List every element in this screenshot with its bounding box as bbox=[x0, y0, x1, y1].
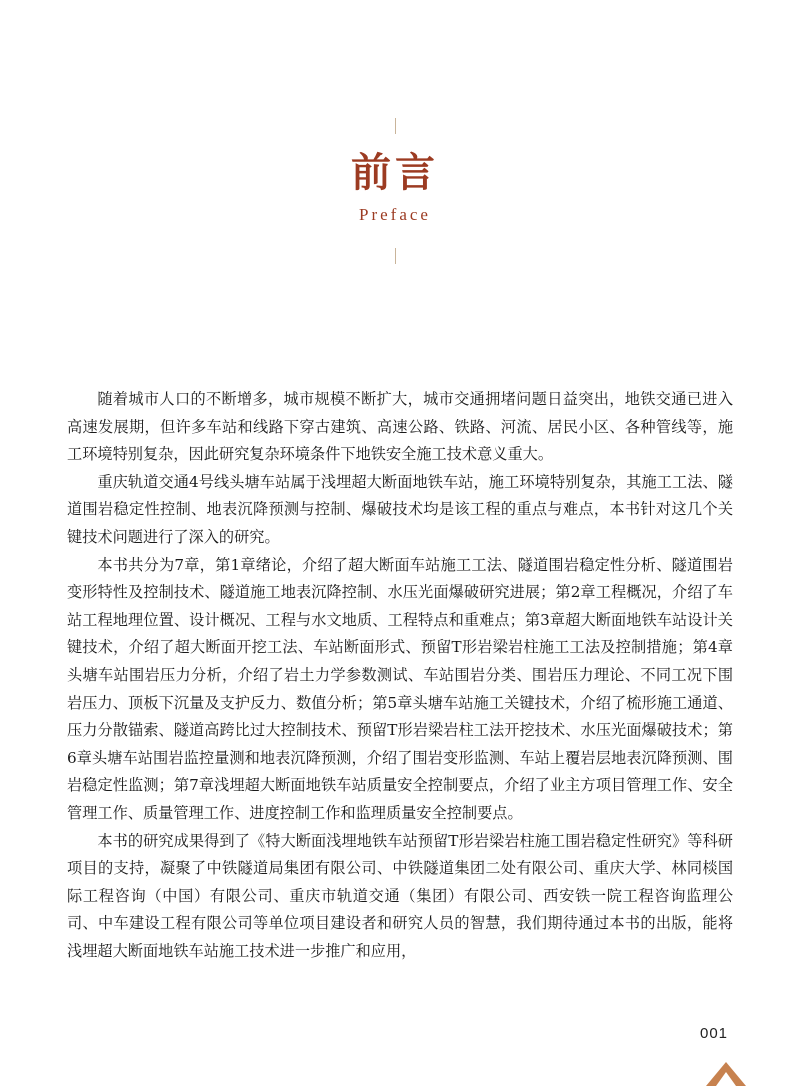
page-subtitle: Preface bbox=[359, 205, 431, 224]
page-number: 001 bbox=[700, 1025, 729, 1042]
paragraph-2: 重庆轨道交通4号线头塘车站属于浅埋超大断面地铁车站，施工环境特别复杂，其施工工法、隧道围岩稳定性控制、地表沉降预测与控制、爆破技术均是该工程的重点与难点，本书针对这几个关键技术问题进行了深入的研究。 bbox=[67, 472, 733, 546]
page-title: 前言 bbox=[351, 149, 439, 196]
preface-body bbox=[67, 386, 733, 965]
paragraph-3: 本书共分为7章，第1章绪论，介绍了超大断面车站施工工法、隧道围岩稳定性分析、隧道围岩变形特性及控制技术、隧道施工地表沉降控制、水压光面爆破研究进展；第2章工程概况，介绍了车站工程地理位置、设计概况、工程与水文地质、工程特点和重难点；第3章超大断面地铁车站设计关键技术，介绍了超大断面开挖工法、车站断面形式、预留T形岩梁岩柱施工工法及控制措施；第4章头塘车站围岩压力分析，介绍了岩土力学参数测试、车站围岩分类、围岩压力理论、不同工况下围岩压力、顶板下沉量及支护反力、数值分析；第5章头塘车站施工关键技术，介绍了梳形施工通道、压力分散锚索、隧道高跨比过大控制技术、预留T形岩梁岩柱工法开挖技术、水压光面爆破技术；第6章头塘车站围岩监控量测和地表沉降预测，介绍了围岩变形监测、车站上覆岩层地表沉降预测、围岩稳定性监测；第7章浅埋超大断面地铁车站质量安全控制要点，介绍了业主方项目管理工作、安全管理工作、质量管理工作、进度控制工作和监理质量安全控制要点。 bbox=[67, 555, 733, 822]
corner-triangle-inner-icon bbox=[716, 1072, 736, 1086]
title-top-divider bbox=[395, 118, 396, 134]
paragraph-4: 本书的研究成果得到了《特大断面浅埋地铁车站预留T形岩梁岩柱施工围岩稳定性研究》等科研项目的支持，凝聚了中铁隧道局集团有限公司、中铁隧道集团二处有限公司、重庆大学、林同棪国际工程咨询（中国）有限公司、重庆市轨道交通（集团）有限公司、西安铁一院工程咨询监理公司、中车建设工程有限公司等单位项目建设者和研究人员的智慧，我们期待通过本书的出版，能将浅埋超大断面地铁车站施工技术进一步推广和应用， bbox=[67, 831, 733, 960]
title-bottom-divider bbox=[395, 248, 396, 264]
paragraph-1: 随着城市人口的不断增多，城市规模不断扩大，城市交通拥堵问题日益突出，地铁交通已进入高速发展期，但许多车站和线路下穿古建筑、高速公路、铁路、河流、居民小区、各种管线等，施工环境特别复杂，因此研究复杂环境条件下地铁安全施工技术意义重大。 bbox=[67, 390, 733, 464]
